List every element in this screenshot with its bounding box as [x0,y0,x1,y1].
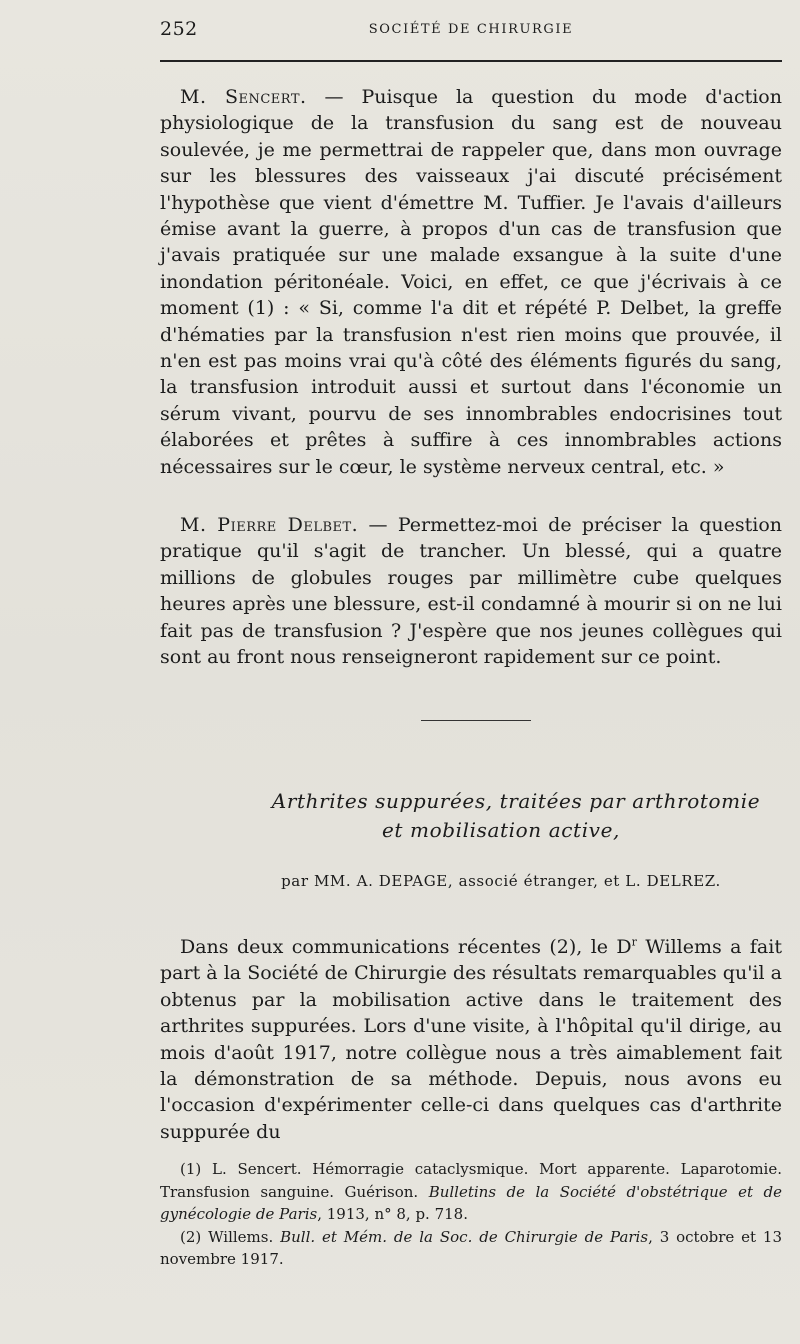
article-intro-paragraph [160,934,782,1145]
dash: — [306,86,362,108]
footnote-1-journal: Bulletins de la Société d'obstétrique et de gynécologie de Paris [160,1182,782,1223]
footnote-2-text: (2) Willems. [180,1227,281,1246]
footnote-1-text: (1) L. Sencert. Hémorragie cataclysmique. Mort apparente. Laparotomie. Transfusion sanguine. Guérison. [160,1160,782,1201]
running-head: SOCIÉTÉ DE CHIRURGIE [368,22,574,37]
footnotes [160,1158,782,1271]
sencert-remark [160,84,782,480]
article-authors: par MM. A. DEPAGE, associé étranger, et L. DELREZ. [281,872,721,890]
footnote-1-ref: , 1913, n° 8, p. 718. [317,1205,468,1223]
sencert-text: Puisque la question du mode d'action physiologique de la transfusion du sang est de nouveau soulevée, je me permettrai de rappeler que, dans mon ouvrage sur les blessures des vaisseaux j'ai discuté précisément l'hypothèse que vient d'émettre M. Tuffier. Je l'avais d'ailleurs émise avant la guerre, à propos d'un cas de transfusion que j'avais pratiquée sur une malade exsangue à la suite d'une inondation péritonéale. Voici, en effet, ce que j'écrivais à ce moment (1) : « Si, comme l'a dit et répété P. Delbet, la greffe d'hématies par la transfusion n'est rien moins que prouvée, il n'en est pas moins vrai qu'à côté des éléments figurés du sang, la transfusion introduit aussi et surtout dans l'économie un sérum vivant, pourvu de ses innombrables endocrisines tout élaborées et prêtes à suffire à ces innombrables actions nécessaires sur le cœur, le système nerveux central, etc. » [160,86,782,478]
article-title-line-2: et mobilisation active, [382,818,620,842]
footnote-2-journal: Bull. et Mém. de la Soc. de Chirurgie de Paris [280,1227,649,1246]
page-header [160,18,782,46]
article-title-line-1: Arthrites suppurées, traitées par arthrotomie [271,789,761,813]
footnote-2 [160,1226,782,1271]
section-divider [421,720,531,721]
intro-text-rest: Willems a fait part à la Société de Chirurgie des résultats remarquables qu'il a obtenus par la mobilisation active dans le traitement des arthrites suppurées. Lors d'une visite, à l'hôpital qu'il dirige, au mois d'août 1917, notre collègue nous a très aimablement fait la démonstration de sa méthode. Depuis, nous avons eu l'occasion d'expérimenter celle-ci dans quelques cas d'arthrite suppurée du [160,936,782,1143]
intro-text-start: Dans deux communications récentes (2), le D [180,936,632,958]
speaker-sencert: M. Sencert. [180,86,307,108]
dash: — [358,514,398,536]
footnote-2-ref: , 3 octobre et 13 novembre 1917. [160,1227,783,1268]
delbet-text: Permettez-moi de préciser la question pratique qu'il s'agit de trancher. Un blessé, qui a quatre millions de globules rouges par millimètre cube quelques heures après une blessure, est-il condamné à mourir si on ne lui fait pas de transfusion ? J'espère que nos jeunes collègues qui sont au front nous renseigneront rapidement sur ce point. [160,514,782,669]
doctor-superscript: r [631,935,637,949]
delbet-remark [160,512,782,670]
speaker-delbet: M. Pierre Delbet. [180,514,359,536]
article-title [160,787,782,845]
header-rule [160,60,782,62]
footnote-1 [160,1158,782,1226]
page-number: 252 [160,18,198,40]
